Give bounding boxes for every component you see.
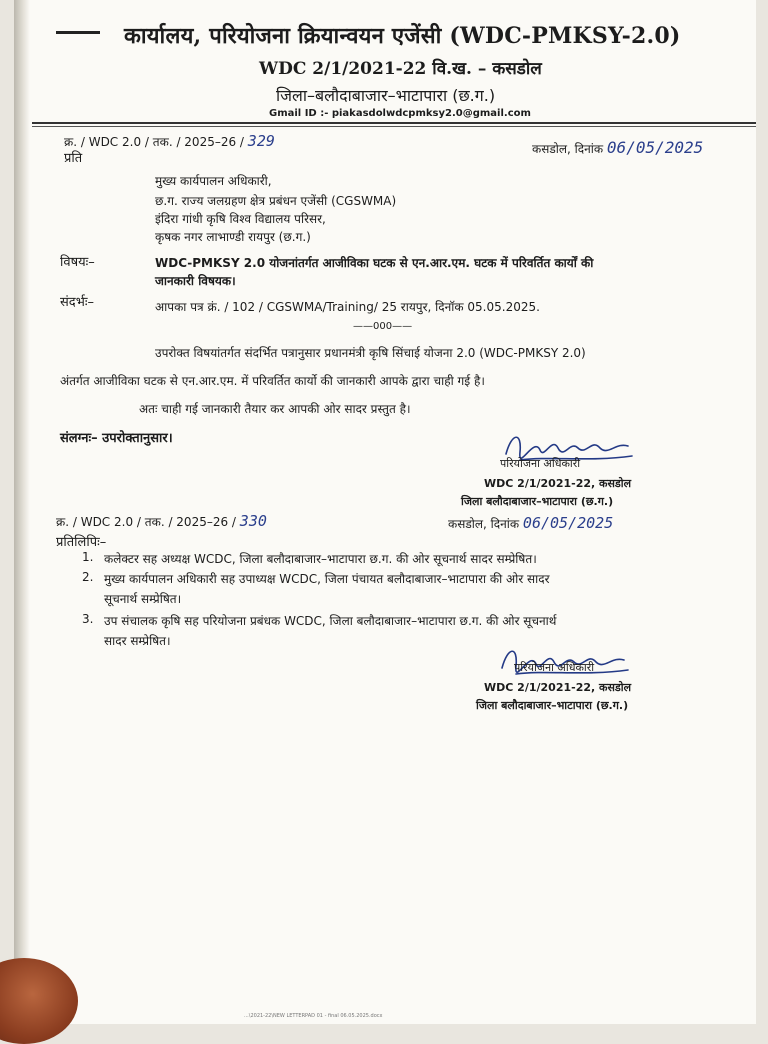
copy-item-1-num: 1.	[82, 550, 94, 564]
copy-date: 06/05/2025	[522, 514, 614, 532]
letterhead-rule-thin	[32, 126, 756, 127]
letter-ref-number: 329	[247, 132, 275, 150]
recipient-line-3: इंदिरा गांधी कृषि विश्व विद्यालय परिसर,	[155, 212, 326, 226]
copy-ref	[56, 512, 267, 530]
letterhead-gmail: Gmail ID :- piakasdolwdcpmksy2.0@gmail.com	[269, 108, 531, 119]
letterhead-title: कार्यालय, परियोजना क्रियान्वयन एजेंसी (WDC-PMKSY-2.0)	[124, 23, 681, 49]
copy-item-2-num: 2.	[82, 570, 94, 584]
copy-place-date	[448, 514, 613, 532]
signature-2-designation: परियोजना अधिकारी	[514, 661, 595, 674]
enclosure: संलग्नः– उपरोक्तानुसार।	[60, 431, 173, 446]
recipient-line-4: कृषक नगर लाभाण्डी रायपुर (छ.ग.)	[155, 230, 311, 244]
letter-place-date	[532, 138, 703, 157]
copy-item-2-text: मुख्य कार्यपालन अधिकारी सह उपाध्यक्ष WCDC, जिला पंचायत बलौदाबाजार–भाटापारा की ओर सादर	[104, 572, 550, 586]
document-footer-path: ...\2021-22\NEW LETTERPAD 01 - final 06.05.2025.docx	[244, 1013, 383, 1019]
subject-label: विषयः–	[60, 255, 95, 270]
signature-2-district: जिला बलौदाबाजार–भाटापारा (छ.ग.)	[476, 699, 629, 712]
body-line-2: अंतर्गत आजीविका घटक से एन.आर.एम. में परिवर्तित कार्यो की जानकारी आपके द्वारा चाही गई है।	[60, 374, 485, 388]
copy-date-label: कसडोल, दिनांक	[448, 517, 520, 531]
signature-2-office: WDC 2/1/2021-22, कसडोल	[484, 681, 632, 694]
letterhead-dash	[56, 31, 100, 34]
subject-line-1: WDC-PMKSY 2.0 योजनांतर्गत आजीविका घटक से एन.आर.एम. घटक में परिवर्तित कार्यों की	[155, 256, 594, 270]
copy-item-3-text: उप संचालक कृषि सह परियोजना प्रबंधक WCDC, जिला बलौदाबाजार–भाटापारा छ.ग. की ओर सूचनार्थ	[104, 614, 557, 628]
copy-item-2-text-cont: सूचनार्थ सम्प्रेषित।	[104, 592, 182, 606]
recipient-line-1: मुख्य कार्यपालन अधिकारी,	[155, 174, 272, 188]
copy-item-3-num: 3.	[82, 612, 94, 626]
letter-ref-prefix: क्र. / WDC 2.0 / तक. / 2025–26 /	[64, 135, 244, 149]
letter-page	[14, 0, 756, 1024]
recipient-line-2: छ.ग. राज्य जलग्रहण क्षेत्र प्रबंधन एजेंसी (CGSWMA)	[155, 194, 397, 208]
signature-1-designation: परियोजना अधिकारी	[500, 457, 581, 470]
subject-line-2: जानकारी विषयक।	[155, 274, 236, 288]
signature-1-office: WDC 2/1/2021-22, कसडोल	[484, 477, 632, 490]
letter-date: 06/05/2025	[606, 138, 704, 157]
letter-date-label: कसडोल, दिनांक	[532, 142, 604, 156]
letterhead-office: WDC 2/1/2021-22 वि.ख. – कसडोल	[259, 59, 542, 79]
reference-text: आपका पत्र क्रं. / 102 / CGSWMA/Training/ 25 रायपुर, दिनॉक 05.05.2025.	[155, 300, 540, 314]
letterhead-rule	[32, 122, 756, 124]
copy-ref-prefix: क्र. / WDC 2.0 / तक. / 2025–26 /	[56, 515, 236, 529]
separator: ——000——	[353, 321, 413, 332]
copy-ref-number: 330	[239, 512, 267, 530]
body-line-1: उपरोक्त विषयांतर्गत संदर्भित पत्रानुसार प्रधानमंत्री कृषि सिंचाई योजना 2.0 (WDC-PMKSY 2.0)	[155, 346, 586, 360]
copy-item-1-text: कलेक्टर सह अध्यक्ष WCDC, जिला बलौदाबाजार–भाटापारा छ.ग. की ओर सूचनार्थ सादर सम्प्रेषित।	[104, 552, 537, 566]
letter-ref	[64, 132, 275, 150]
letter-prati: प्रति	[64, 151, 83, 166]
signature-1-district: जिला बलौदाबाजार–भाटापारा (छ.ग.)	[461, 495, 614, 508]
copy-item-3-text-cont: सादर सम्प्रेषित।	[104, 634, 171, 648]
copy-label: प्रतिलिपिः–	[56, 535, 107, 550]
reference-label: संदर्भः–	[60, 295, 94, 310]
body-line-3: अतः चाही गई जानकारी तैयार कर आपकी ओर सादर प्रस्तुत है।	[139, 402, 411, 416]
letterhead-district: जिला–बलौदाबाजार–भाटापारा (छ.ग.)	[276, 86, 496, 105]
page-fold-shadow	[14, 0, 30, 1024]
